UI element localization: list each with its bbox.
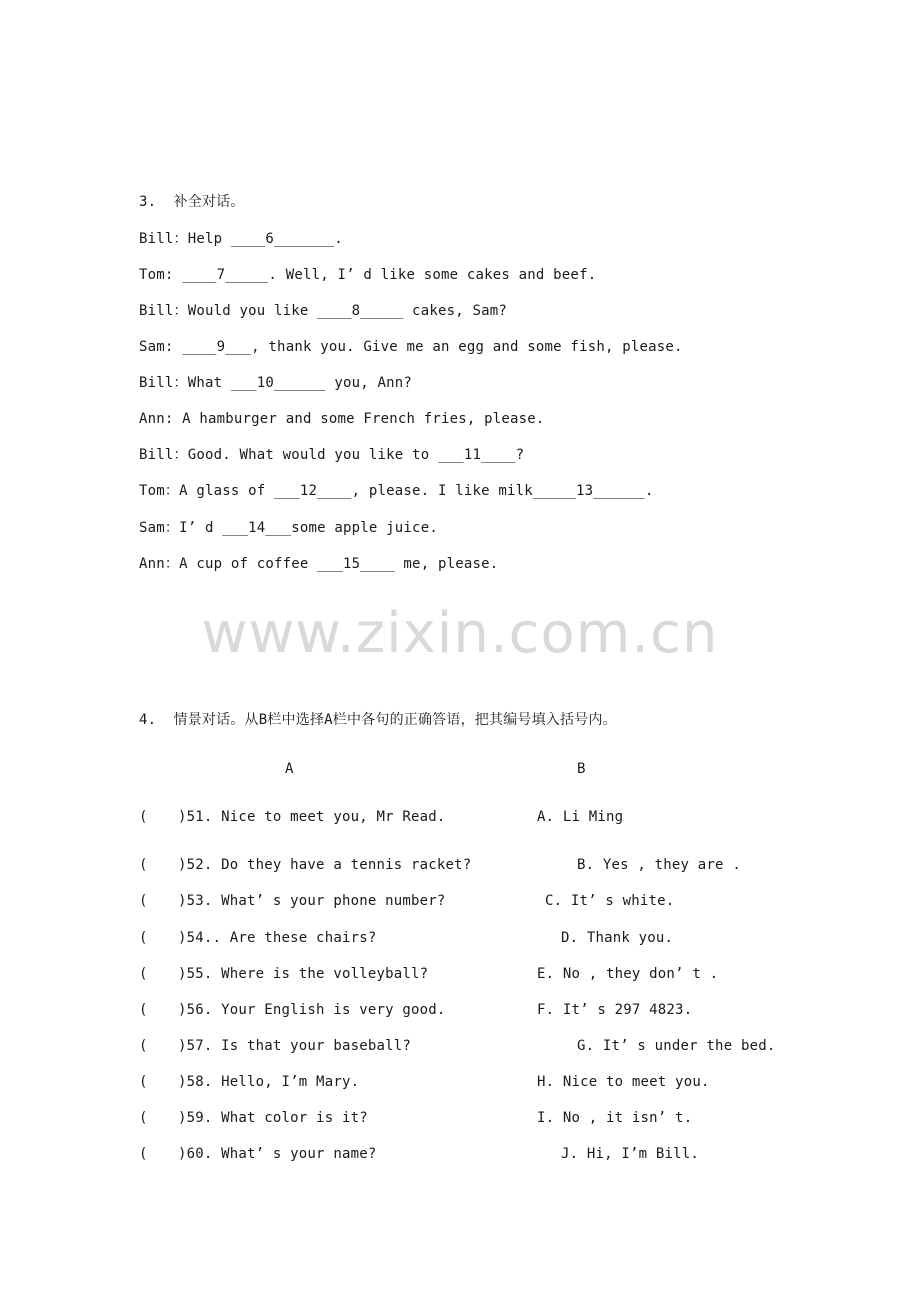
answer-option: E. No , they don’ t . [537,966,719,982]
answer-option: B. Yes , they are . [577,857,741,873]
dialogue-line: Sam：I’ d ___14___some apple juice. [139,520,438,536]
answer-option: F. It’ s 297 4823. [537,1002,693,1018]
answer-option: A. Li Ming [537,809,624,825]
dialogue-line: Tom：A glass of ___12____, please. I like milk_____13______. [139,483,654,499]
answer-bracket[interactable]: ( [139,1110,148,1126]
question-item: )51. Nice to meet you, Mr Read. [178,809,446,825]
section-3-title: 3. 补全对话。 [139,194,245,210]
question-item: )53. What’ s your phone number? [178,893,446,909]
column-b-header: B [577,761,586,777]
answer-bracket[interactable]: ( [139,966,148,982]
answer-option: I. No , it isn’ t. [537,1110,693,1126]
watermark: www.zixin.com.cn [201,601,719,666]
answer-option: G. It’ s under the bed. [577,1038,776,1054]
dialogue-line: Bill：What ___10______ you, Ann? [139,375,413,391]
question-item: )54.. Are these chairs? [178,930,377,946]
question-item: )60. What’ s your name? [178,1146,377,1162]
answer-bracket[interactable]: ( [139,1038,148,1054]
dialogue-line: Ann：A cup of coffee ___15____ me, please. [139,556,499,572]
answer-bracket[interactable]: ( [139,857,148,873]
question-item: )56. Your English is very good. [178,1002,446,1018]
answer-bracket[interactable]: ( [139,1002,148,1018]
answer-bracket[interactable]: ( [139,1074,148,1090]
question-item: )57. Is that your baseball? [178,1038,411,1054]
dialogue-line: Bill：Help ____6_______. [139,231,344,247]
answer-bracket[interactable]: ( [139,893,148,909]
dialogue-line: Bill：Good. What would you like to ___11____? [139,447,525,463]
answer-option: D. Thank you. [561,930,674,946]
answer-option: J. Hi, I’m Bill. [561,1146,700,1162]
dialogue-line: Tom: ____7_____. Well, I’ d like some cakes and beef. [139,267,597,283]
answer-bracket[interactable]: ( [139,1146,148,1162]
question-item: )52. Do they have a tennis racket? [178,857,472,873]
answer-bracket[interactable]: ( [139,809,148,825]
dialogue-line: Sam: ____9___, thank you. Give me an egg and some fish, please. [139,339,683,355]
question-item: )55. Where is the volleyball? [178,966,429,982]
answer-option: C. It’ s white. [545,893,675,909]
question-item: )58. Hello, I’m Mary. [178,1074,360,1090]
column-a-header: A [285,761,294,777]
answer-option: H. Nice to meet you. [537,1074,710,1090]
section-4-title: 4. 情景对话。从B栏中选择A栏中各句的正确答语，把其编号填入括号内。 [139,712,617,728]
dialogue-line: Bill：Would you like ____8_____ cakes, Sam? [139,303,507,319]
answer-bracket[interactable]: ( [139,930,148,946]
question-item: )59. What color is it? [178,1110,368,1126]
dialogue-line: Ann: A hamburger and some French fries, please. [139,411,545,427]
